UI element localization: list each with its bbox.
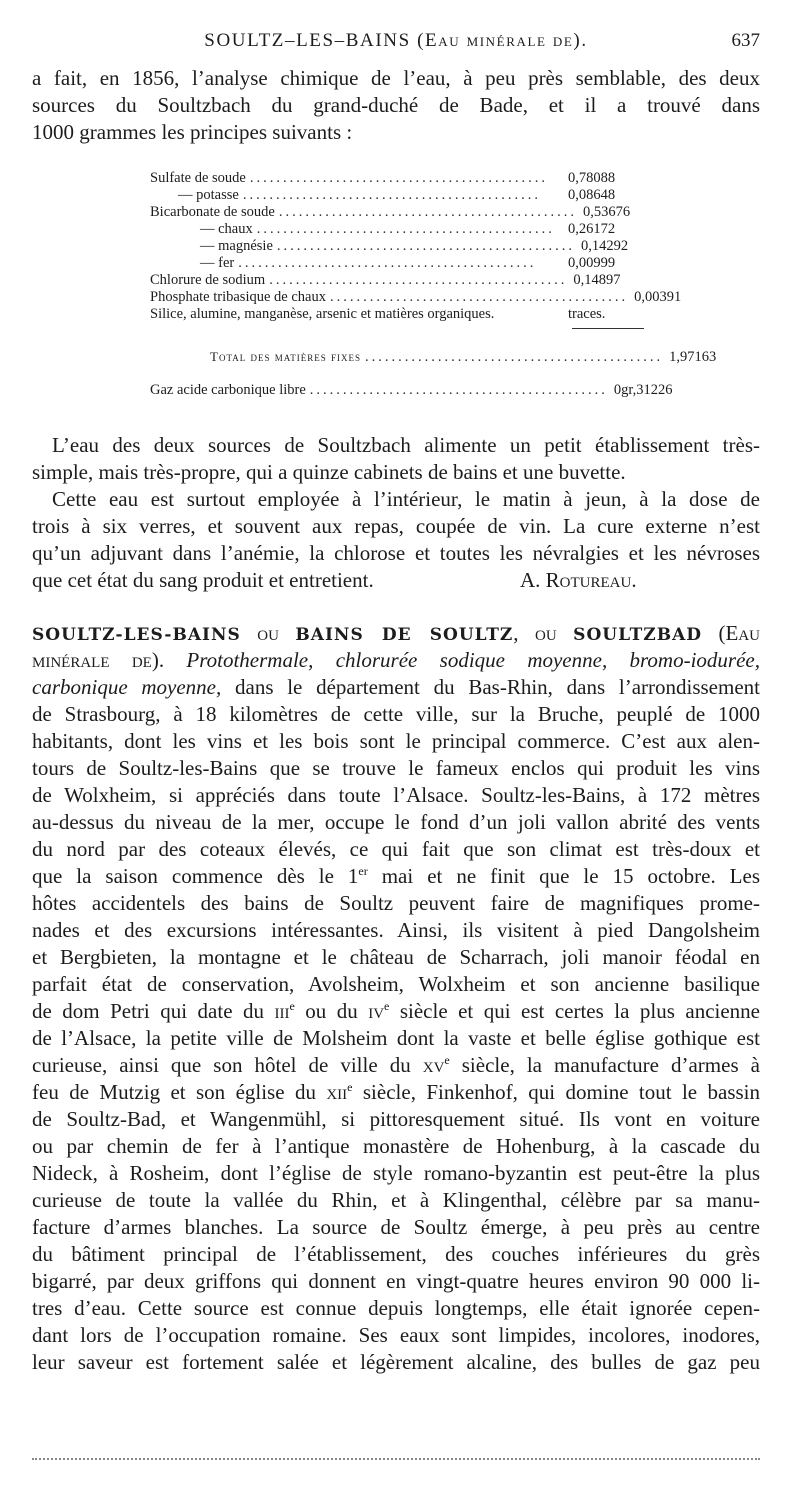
article-line: dant lors de l’occupation romaine. Ses eaux sont limpides, incolores, inodores,: [32, 1323, 760, 1347]
leader-dots: .............................................: [364, 349, 664, 365]
superscript: er: [358, 864, 368, 878]
table-row: [150, 289, 682, 307]
article-line: [32, 998, 760, 1024]
header-title: [32, 30, 760, 52]
row-label: Silice, alumine, manganèse, arsenic et matières organiques.: [150, 306, 495, 322]
row-label: Phosphate tribasique de chaux: [150, 289, 326, 305]
text-span: siècle et qui est certes la plus ancienne: [389, 999, 760, 1023]
article-line: hôtes accidentels des bains de Soultz peuvent faire de magnifiques prome-: [32, 891, 760, 915]
leader-dots: .............................................: [238, 255, 537, 271]
para2-line-4: que cet état du sang produit et entretient.: [32, 568, 374, 592]
article-line: leur saveur est fortement salée et légèrement alcaline, des bulles de gaz peu: [32, 1350, 760, 1374]
text-span: siècle, Finkenhof, qui domine tout le bassin: [352, 1080, 761, 1104]
leader-dots: .............................................: [276, 238, 576, 254]
superscript: e: [289, 999, 295, 1013]
heading-paren: (Eau: [702, 621, 760, 645]
text-span: siècle, la manufacture d’armes à: [449, 1053, 760, 1077]
article-line: habitants, dont les vins et les bois sont le principal commerce. C’est aux alen-: [32, 729, 760, 753]
leader-dots: .............................................: [242, 187, 541, 203]
row-label: — chaux: [200, 221, 253, 237]
row-value: 0,14897: [573, 272, 621, 288]
leader-dots: .............................................: [278, 204, 577, 220]
article-heading: [32, 620, 760, 648]
article-line: de l’Alsace, la petite ville de Molsheim dont la vaste et belle église gothique est: [32, 1026, 760, 1050]
article-line-3: [32, 674, 760, 700]
table-row: [150, 238, 650, 256]
running-header: [32, 30, 760, 58]
para1-line-1: L’eau des deux sources de Soultzbach alimente un petit établissement très-: [52, 433, 760, 457]
roman-numeral: xv: [422, 1053, 445, 1077]
author-signature: A. Rotureau.: [520, 568, 637, 592]
row-label: Bicarbonate de soude: [150, 204, 275, 220]
page-number: 637: [731, 30, 760, 51]
italic-classification: carbonique moyenne,: [32, 675, 222, 699]
article-line-2: [32, 647, 760, 673]
article-line: facture d’armes blanches. La source de Soultz émerge, à peu près au centre: [32, 1215, 760, 1239]
gas-value: 0gr,31226: [613, 382, 673, 398]
row-label: — magnésie: [200, 238, 273, 254]
text-span: ).: [151, 648, 187, 672]
intro-line-2: sources du Soultzbach du grand-duché de Bade, et il a trouvé dans: [32, 93, 760, 117]
row-value: 0,08648: [568, 187, 616, 203]
table-row: [150, 204, 650, 222]
text-span: de dom Petri qui date du: [32, 999, 275, 1023]
intro-line-3: 1000 grammes les principes suivants :: [32, 120, 353, 144]
article-line: bigarré, par deux griffons qui donnent en vingt-quatre heures environ 90 000 li-: [32, 1269, 760, 1293]
article-line: du bâtiment principal de l’établissement, des couches inférieures du grès: [32, 1242, 760, 1266]
article-line: de Wolxheim, si appréciés dans toute l’Alsace. Soultz-les-Bains, à 172 mètres: [32, 783, 760, 807]
row-value: 0,53676: [582, 204, 631, 220]
roman-numeral: xii: [326, 1080, 348, 1104]
para2-line-2: trois à six verres, et souvent aux repas, coupée de vin. La cure externe n’est: [32, 514, 760, 538]
gas-label: Gaz acide carbonique libre: [150, 382, 306, 398]
article-line: nades et des excursions intéressantes. Ainsi, ils visitent à pied Dangolsheim: [32, 918, 760, 942]
row-value: 0,14292: [581, 238, 629, 254]
table-row: [150, 306, 650, 324]
bottom-bleedthrough-rule: [32, 1458, 760, 1460]
para2-line-1: Cette eau est surtout employée à l’intérieur, le matin à jeun, à la dose de: [52, 487, 760, 511]
table-row: [150, 221, 650, 239]
heading-smallcaps: minérale de: [32, 648, 152, 672]
intro-line-1: a fait, en 1856, l’analyse chimique de l’eau, à peu près semblable, des deux: [32, 66, 760, 90]
heading-ou: , ou: [513, 621, 574, 645]
article-line: et Bergbieten, la montagne et le château de Scharrach, joli manoir féodal en: [32, 945, 760, 969]
superscript: e: [444, 1053, 450, 1067]
heading-soultzbad: SOULTZBAD: [573, 625, 703, 645]
heading-ou: ou: [240, 621, 296, 645]
header-title-smallcaps: Eau minérale de: [425, 30, 574, 51]
row-label: Chlorure de sodium: [150, 272, 266, 288]
table-row: [150, 272, 650, 290]
article-line: tours de Soultz-les-Bains que se trouve le fameux enclos qui produit les vins: [32, 756, 760, 780]
italic-classification: Protothermale, chlorurée sodique moyenne, bromo-iodurée,: [186, 648, 760, 672]
article-line: de Strasbourg, à 18 kilomètres de cette ville, sur la Bruche, peuplé de 1000: [32, 702, 760, 726]
row-label: Sulfate de soude: [150, 170, 246, 186]
heading-bains-de-soultz: BAINS DE SOULTZ: [295, 625, 514, 645]
row-label: — fer: [200, 255, 235, 271]
leader-dots: .............................................: [269, 272, 568, 288]
row-value: 0,00391: [634, 289, 682, 305]
total-row: [210, 349, 717, 367]
article-line: [32, 1052, 760, 1078]
gas-row: [150, 382, 673, 400]
row-label: — potasse: [178, 187, 239, 203]
article-line: au-dessus du niveau de la mer, occupe le fond d’un joli vallon abrité des vents: [32, 810, 760, 834]
article-line: de Soultz-Bad, et Wangenmühl, si pittoresquement situé. Ils vont en voiture: [32, 1107, 760, 1131]
text-span: mai et ne finit que le 15 octobre. Les: [367, 864, 760, 888]
row-value: 0,00999: [568, 255, 616, 271]
superscript: e: [384, 999, 390, 1013]
row-value: 0,78088: [568, 170, 616, 186]
table-rule: [572, 328, 644, 329]
text-span: dans le département du Bas-Rhin, dans l’arrondissement: [221, 675, 760, 699]
article-line: [32, 1079, 760, 1105]
table-row: [150, 255, 650, 273]
header-title-end: ).: [573, 30, 588, 51]
roman-numeral: iv: [368, 999, 385, 1023]
article-line: [32, 863, 760, 889]
article-line: ou par chemin de fer à l’antique monastère de Hohenburg, à la cascade du: [32, 1134, 760, 1158]
roman-numeral: iii: [274, 999, 290, 1023]
leader-dots: .............................................: [309, 382, 608, 398]
table-row: [150, 187, 650, 205]
total-label: Total des matières fixes: [210, 349, 361, 364]
text-span: ou du: [294, 999, 369, 1023]
article-line: parfait état de conservation, Avolsheim, Wolxheim et son ancienne basilique: [32, 972, 760, 996]
article-line: curieuse de toute la vallée du Rhin, et à Klingenthal, célèbre par sa manu-: [32, 1188, 760, 1212]
para1-line-2: simple, mais très-propre, qui a quinze cabinets de bains et une buvette.: [32, 460, 626, 484]
total-value: 1,97163: [669, 349, 717, 365]
heading-soultz-les-bains: SOULTZ-LES-BAINS: [32, 625, 241, 645]
header-title-main: SOULTZ–LES–BAINS (: [204, 30, 426, 51]
superscript: e: [347, 1080, 353, 1094]
article-line: tres d’eau. Cette source est connue depuis longtemps, elle était ignorée cepen-: [32, 1296, 760, 1320]
row-value: traces.: [568, 306, 606, 322]
article-line: Nideck, à Rosheim, dont l’église de style romano-byzantin est peut-être la plus: [32, 1161, 760, 1185]
leader-dots: .............................................: [256, 221, 555, 237]
para2-line-3: qu’un adjuvant dans l’anémie, la chlorose et toutes les névralgies et les névroses: [32, 541, 760, 565]
row-value: 0,26172: [568, 221, 616, 237]
leader-dots: .............................................: [249, 170, 548, 186]
text-span: feu de Mutzig et son église du: [32, 1080, 327, 1104]
table-row: [150, 170, 650, 188]
text-span: que la saison commence dès le 1: [32, 864, 359, 888]
article-line: du nord par des coteaux élevés, ce qui fait que son climat est très-doux et: [32, 837, 760, 861]
text-span: curieuse, ainsi que son hôtel de ville du: [32, 1053, 423, 1077]
leader-dots: .............................................: [329, 289, 629, 305]
